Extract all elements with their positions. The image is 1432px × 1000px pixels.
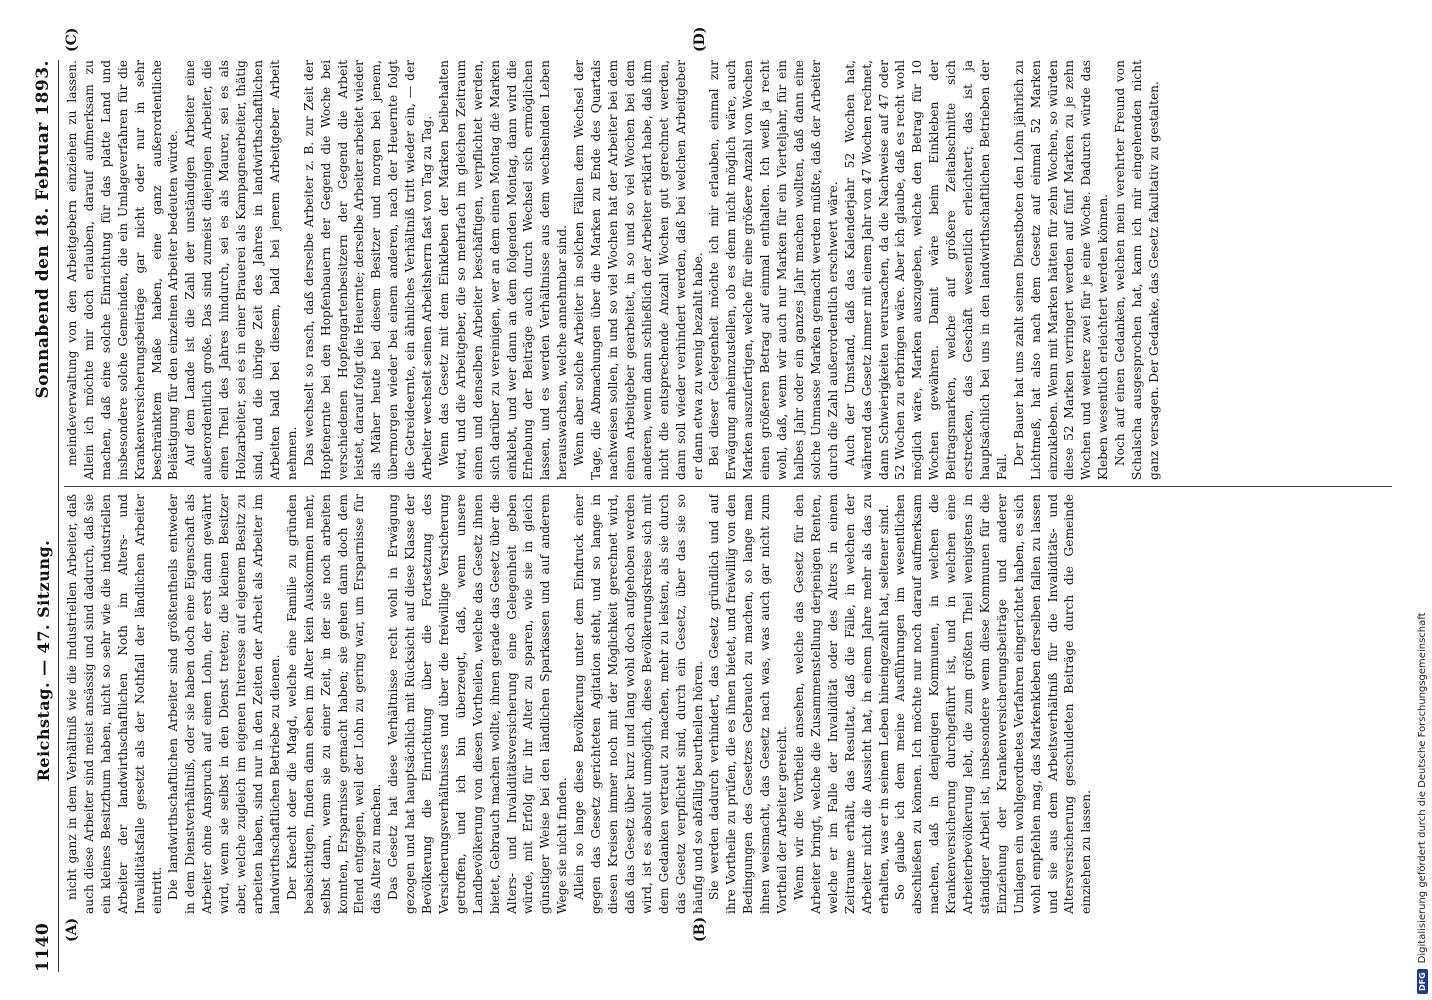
- paragraph: nicht ganz in dem Verhältniß wie die industriellen Arbeiter, daß auch diese Arbeiter sind meist ansässig und sind dadurch, daß sie ein kleines Besitzthum haben, nicht so sehr wie die industriellen Arbeiter der landwirthschaftlichen Noth im Alters- und Invaliditätsfalle gesetzt als der Nothfall der ländlichen Arbeiter eintritt.: [65, 494, 164, 914]
- page-number: 1140: [33, 922, 53, 972]
- credit-text: Digitalisierung gefördert durch die Deutsche Forschungsgemeinschaft: [1416, 612, 1428, 964]
- margin-marker-d: (D): [692, 26, 708, 52]
- margin-marker-a: (A): [64, 917, 80, 942]
- paragraph: Allein so lange diese Bevölkerung unter dem Eindruck einer gegen das Gesetz gerichteten Agitation steht, und so lange in diesen Kreisen immer noch mit der Möglichkeit gerechnet wird, daß das Gesetz über kurz und lang wohl doch aufgehoben werden wird, ist es absolut unmöglich, diese Bevölkerungskreise sich mit dem Gedanken vertraut zu machen, mehr zu leisten, als sie durch das Gesetz verpflichtet sind, durch ein Gesetz, über das sie so häufig und so abfällig beurtheilen hören.: [572, 494, 705, 914]
- paragraph: Der Knecht oder die Magd, welche eine Familie zu gründen beabsichtigen, finden dann eben im Alter kein Auskommen mehr, selbst dann, wenn sie zu einer Zeit, in der sie noch arbeiten konnten, Ersparnisse gemacht haben; sie gehen dann doch dem Elend entgegen, weil der Lohn zu gering war, um Ersparnisse für das Alter zu machen.: [284, 494, 384, 914]
- paragraph: Sie werden dadurch verhindert, das Gesetz gründlich und auf ihre Vortheile zu prüfen, die es ihnen bietet, und freiwillig von den Bedingungen des Gesetzes Gebrauch zu machen, so lange man ihnen weismacht, das Gesetz nach was, was auch gar nicht zum Vortheil der Arbeiter gereicht.: [707, 494, 790, 914]
- column-divider: [64, 486, 1392, 487]
- paragraph: Die landwirthschaftlichen Arbeiter sind größtentheils entweder in dem Dienstverhältniß, oder sie haben doch eine Eigenschaft als Arbeiter ohne Anspruch auf einen Lohn, der erst dann gewährt wird, wenn sie selbst in den Dienst treten; die kleinen Besitzer aber, welche zugleich im eigenen Interesse auf eigenem Besitz zu arbeiten haben, sind nur in den Zeiten der Arbeit als Arbeiter im landwirthschaftlichen Betriebe zu dienen.: [166, 494, 282, 914]
- digitization-credit: [1412, 0, 1432, 1000]
- paragraph: Wenn aber solche Arbeiter in solchen Fällen dem Wechsel der Tage, die Abmachungen über die Marken zu Ende des Quartals nachweisen sollen, in und so viel Wochen hat der Arbeiter bei dem einen Arbeitgeber gearbeitet, in so und so viel Wochen bei dem anderen, wenn dann schließlich der Arbeiter erklärt habe, daß ihm nicht die entsprechende Anzahl Wochen gut gerechnet werden, dann soll wieder verhindert werden, daß bei welchen Arbeitgeber er dann etwa zu wenig bezahlt habe.: [572, 60, 705, 480]
- paragraph: Das Gesetz hat diese Verhältnisse recht wohl in Erwägung gezogen und hat hauptsächlich mit Rücksicht auf diese Klasse der Bevölkerung die Einrichtung über die Fortsetzung des Versicherungsverhältnisses und über die freiwillige Versicherung getroffen, und ich bin überzeugt, daß, wenn unsere Landbevölkerung von diesen Vortheilen, welche das Gesetz ihnen bietet, Gebrauch machen wollte, ihnen gerade das Gesetz über die Alters- und Invaliditätsversicherung eine Gelegenheit geben würde, mit Erfolg für ihr Alter zu sparen, wie sie in gleich günstiger Weise bei den ländlichen Sparkassen und auf anderem Wege sie nicht finden.: [386, 494, 570, 914]
- paragraph: meindeverwaltung von den Arbeitgebern einziehen zu lassen. Allein ich möchte mir doch erlauben, darauf aufmerksam zu machen, daß eine solche Einrichtung für das platte Land und insbesondere solche Gemeinden, die ein Umlageverfahren für die Krankenversicherungsbeiträge gar nicht oder nur in sehr beschränktem Maße haben, eine ganz außerordentliche Belästigung für den einzelnen Arbeiter bedeuten würde.: [65, 60, 181, 480]
- paragraph: Auf dem Lande ist die Zahl der unständigen Arbeiter eine außerordentlich große. Das sind zumeist diejenigen Arbeiter, die einen Theil des Jahres hindurch, sei es als Maurer, sei es als Holzarbeiter, sei es in einer Brauerei als Kampagnearbeiter, thätig sind, und die übrige Zeit des Jahres in landwirthschaftlichen Arbeiten bald bei diesem, bald bei jenem Arbeitgeber Arbeit nehmen.: [183, 60, 299, 480]
- margin-marker-c: (C): [64, 27, 80, 52]
- margin-marker-b: (B): [692, 916, 708, 942]
- paragraph: So glaube ich dem meine Ausführungen im wesentlichen abschließen zu können. Ich möchte nur noch darauf aufmerksam machen, daß in denjenigen Kommunen, in welchen die Krankenversicherung durchgeführt ist, und in welchen eine Arbeiterbevölkerung lebt, die zum größten Theil wenigstens in ständiger Arbeit ist, insbesondere wenn diese Kommunen für die Einziehung der Krankenversicherungsbeiträge und anderer Umlagen ein wohlgeordnetes Verfahren eingerichtet haben, es sich wohl empfehlen mag, das Markenkleben derselben fallen zu lassen und sie aus dem Arbeitsverhältniß für die Invaliditäts- und Altersversicherung geschuldeten Beiträge durch die Gemeinde einziehen zu lassen.: [893, 494, 1094, 914]
- paragraph: Wenn wir die Vortheile ansehen, welche das Gesetz für den Arbeiter bringt, welche die Zusammenstellung derjenigen Renten, welche er im Falle der Invalidität oder des Alters in einem Zeitraume erhält, das Resultat, daß die Fälle, in welchen der Arbeiter nicht die Aussicht hat, in einem Jahre mehr als das zu erhalten, was er in seinem Leben hineingezahlt hat, seltener sind.: [791, 494, 891, 914]
- paragraph: Der Bauer hat uns zahlt seinen Dienstboten den Lohn jährlich zu Lichtmeß, hat also nach dem Gesetz auf einmal 52 Marken einzukleben. Wenn mit Marken hätten für zehn Wochen, so würden diese 52 Marken verringert werden auf fünf Marken zu je zehn Wochen und weitere zwei für je eine Woche. Dadurch würde das Kleben wesentlich erleichtert werden können.: [1011, 60, 1111, 480]
- dfg-logo: DFG: [1417, 969, 1428, 994]
- header-rule: [58, 60, 59, 972]
- header-title: Reichstag. — 47. Sitzung.: [33, 539, 53, 782]
- paragraph: Bei dieser Gelegenheit möchte ich mir erlauben, einmal zur Erwägung anheimzustellen, ob es denn nicht möglich wäre, auch Marken auszufertigen, welche für eine größere Anzahl von Wochen einen größeren Betrag auf einmal enthalten. Ich weiß ja recht wohl, daß, wenn wir auch nur Marken für ein Vierteljahr, für ein halbes Jahr oder ein ganzes Jahr machen wollten, daß dann eine solche Unmasse Marken gemacht werden müßte, daß der Arbeiter durch die Zahl außerordentlich erschwert wäre.: [707, 60, 840, 480]
- paragraph: Auch der Umstand, daß das Kalenderjahr 52 Wochen hat, während das Gesetz immer mit einem Jahr von 47 Wochen rechnet, dann Schwierigkeiten verursachen, da die Nachweise auf 47 oder 52 Wochen zu erbringen wäre. Aber ich glaube, daß es recht wohl möglich wäre, Marken auszugeben, welche den Betrag für 10 Wochen gewähren. Damit wäre beim Einkleben der Beitragsmarken, welche auf größere Zeitabschnitte sich erstrecken, das Geschäft wesentlich erleichtert; das ist ja hauptsächlich bei uns in den landwirthschaftlichen Betrieben der Fall.: [842, 60, 1009, 480]
- left-text-column: [64, 494, 1392, 914]
- page-header: [32, 60, 54, 972]
- paragraph: Wenn das Gesetz mit dem Einkleben der Marken beibehalten wird, und die Arbeitgeber, die so mehrfach im gleichen Zeitraum einen und denselben Arbeiter beschäftigen, verpflichtet werden, sich darüber zu vereinigen, wer an dem einen Montag die Marken einklebt, und wer dann an dem folgenden Montag, dann wird die Erhebung der Beiträge auch durch Wechsel sich ermöglichen lassen, und es werden Verhältnisse aus dem wechselnden Leben herauswachsen, welche annehmbar sind.: [436, 60, 570, 480]
- paragraph: Noch auf einen Gedanken, welchen mein verehrter Freund von Schalscha ausgesprochen hat, kann ich mir eingehenden nicht ganz versagen. Der Gedanke, das Gesetz fakultativ zu gestalten.: [1113, 60, 1161, 480]
- right-text-column: [64, 60, 1392, 480]
- paragraph: Das wechselt so rasch, daß derselbe Arbeiter z. B. zur Zeit der Hopfenernte bei den Hopfenbauern der Gegend die Woche bei verschiedenen Hopfengartenbesitzern der Gegend die Arbeit leistet, darauf folgt die Heuernte; derselbe Arbeiter arbeitet wieder als Mäher heute bei diesem Besitzer und morgen bei jenem, übermorgen wieder bei einem anderen, nach der Heuernte folgt die Getreideernte, ein ähnliches Verhältniß tritt wieder ein, — der Arbeiter wechselt seinen Arbeitsherrn fast von Tag zu Tag.: [301, 60, 435, 480]
- header-date: Sonnabend den 18. Februar 1893.: [33, 60, 53, 399]
